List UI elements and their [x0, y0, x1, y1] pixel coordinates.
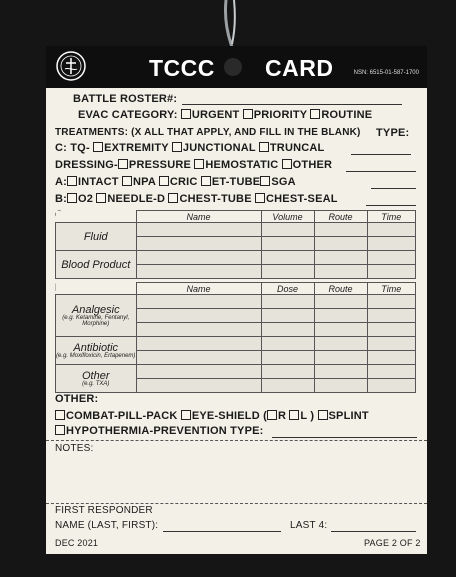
meds-row-label: [56, 365, 137, 393]
breathing-row: [55, 193, 338, 205]
airway-npa-checkbox[interactable]: [122, 176, 132, 186]
breathing-o2-label: O2: [78, 193, 94, 205]
hypothermia-type-field[interactable]: [272, 437, 417, 438]
evac-priority-label: PRIORITY: [253, 109, 308, 121]
dressing-type-field[interactable]: [346, 171, 416, 172]
evac-row: [78, 109, 372, 121]
page-number: PAGE 2 OF 2: [364, 538, 421, 548]
dressing-pressure-checkbox[interactable]: [118, 159, 128, 169]
last4-label: LAST 4:: [290, 520, 328, 531]
meds-row-name: Other: [81, 369, 110, 382]
evac-routine-checkbox[interactable]: [310, 109, 320, 119]
airway-label: A:: [55, 176, 68, 188]
tq-row: [55, 142, 324, 154]
breathing-o2-checkbox[interactable]: [67, 193, 77, 203]
airway-cric-label: CRIC: [169, 176, 198, 188]
first-responder-label: FIRST RESPONDER: [55, 505, 153, 516]
divider: [46, 440, 427, 441]
eye-left-label: L ): [300, 410, 315, 422]
hypothermia-row: [55, 425, 264, 437]
airway-sga-label: SGA: [271, 176, 296, 188]
fluids-row-label: Blood Product: [56, 251, 137, 279]
other-label: OTHER:: [55, 393, 99, 405]
breathing-label: B:: [55, 193, 68, 205]
meds-table: [55, 282, 416, 393]
header-title-right: CARD: [265, 55, 334, 81]
meds-row-name: Analgesic: [71, 303, 120, 316]
airway-sga-checkbox[interactable]: [260, 176, 270, 186]
dressing-hemostatic-checkbox[interactable]: [194, 159, 204, 169]
tccc-card: [46, 46, 427, 554]
evac-urgent-label: URGENT: [191, 109, 240, 121]
dressing-other-label: OTHER: [292, 159, 333, 171]
type-label: TYPE:: [376, 127, 410, 139]
dressing-row: [55, 159, 332, 171]
hypothermia-label: HYPOTHERMIA-PREVENTION TYPE:: [66, 425, 264, 437]
meds-row-label: [56, 337, 137, 365]
airway-intact-checkbox[interactable]: [67, 176, 77, 186]
meds-row-hint: (e.g. Moxifloxicin, Ertapenem): [56, 352, 136, 359]
card-header: [46, 46, 427, 88]
meds-col-name: Name: [136, 283, 261, 295]
card-date: DEC 2021: [55, 538, 99, 548]
breathing-needle-label: NEEDLE-D: [107, 193, 166, 205]
evac-urgent-checkbox[interactable]: [181, 109, 191, 119]
notes-label: NOTES:: [55, 443, 94, 454]
fluids-table: [55, 210, 416, 279]
meds-col-dose: Dose: [261, 283, 314, 295]
eye-left-checkbox[interactable]: [289, 410, 299, 420]
combat-pill-pack-label: COMBAT-PILL-PACK: [66, 410, 178, 422]
header-title-left: TCCC: [149, 55, 215, 81]
airway-ettube-checkbox[interactable]: [201, 176, 211, 186]
airway-type-field[interactable]: [371, 188, 416, 189]
eye-right-label: R: [277, 410, 287, 422]
tq-extremity-label: EXTREMITY: [104, 142, 169, 154]
breathing-needle-checkbox[interactable]: [96, 193, 106, 203]
dressing-pressure-label: PRESSURE: [128, 159, 192, 171]
breathing-chestseal-label: CHEST-SEAL: [266, 193, 338, 205]
fluids-col-name: Name: [136, 211, 261, 223]
divider: [46, 503, 427, 504]
breathing-chesttube-checkbox[interactable]: [168, 193, 178, 203]
airway-ettube-label: ET-TUBE: [211, 176, 261, 188]
eye-right-checkbox[interactable]: [267, 410, 277, 420]
meds-col-time: Time: [367, 283, 416, 295]
breathing-type-field[interactable]: [366, 205, 416, 206]
tq-extremity-checkbox[interactable]: [93, 142, 103, 152]
splint-checkbox[interactable]: [318, 410, 328, 420]
dressing-hemostatic-label: HEMOSTATIC: [205, 159, 279, 171]
battle-roster-field[interactable]: [182, 104, 402, 105]
name-field[interactable]: [163, 531, 281, 532]
meds-row-name: Antibiotic: [73, 341, 119, 354]
fluids-row-label: Fluid: [56, 223, 137, 251]
nsn-number: NSN: 6515-01-587-1700: [353, 70, 419, 76]
airway-npa-label: NPA: [133, 176, 156, 188]
meds-row-hint: (e.g. Ketamine, Fentanyl, Morphine): [62, 314, 130, 327]
name-label: NAME (LAST, FIRST):: [55, 520, 159, 531]
medical-seal-icon: [56, 51, 86, 81]
meds-col-route: Route: [314, 283, 367, 295]
evac-priority-checkbox[interactable]: [243, 109, 253, 119]
tq-truncal-label: TRUNCAL: [269, 142, 325, 154]
tq-junctional-checkbox[interactable]: [172, 142, 182, 152]
breathing-chestseal-checkbox[interactable]: [255, 193, 265, 203]
airway-row: [55, 176, 296, 188]
tq-label: C: TQ-: [55, 142, 90, 154]
dressing-label: DRESSING-: [55, 159, 118, 171]
combat-pill-pack-checkbox[interactable]: [55, 410, 65, 420]
eye-shield-label: EYE-SHIELD (: [191, 410, 267, 422]
fluids-col-route: Route: [314, 211, 367, 223]
meds-row-label: [56, 295, 137, 337]
splint-label: SPLINT: [328, 410, 369, 422]
last4-field[interactable]: [331, 531, 416, 532]
treatments-label: TREATMENTS: (X ALL THAT APPLY, AND FILL IN THE BLANK): [55, 127, 361, 138]
tq-junctional-label: JUNCTIONAL: [182, 142, 256, 154]
tq-truncal-checkbox[interactable]: [259, 142, 269, 152]
breathing-chesttube-label: CHEST-TUBE: [179, 193, 252, 205]
airway-intact-label: INTACT: [78, 176, 119, 188]
battle-roster-label: BATTLE ROSTER#:: [73, 93, 178, 105]
evac-label: EVAC CATEGORY:: [78, 109, 178, 121]
notes-field[interactable]: [55, 456, 417, 498]
tq-type-field[interactable]: [351, 154, 411, 155]
dressing-other-checkbox[interactable]: [282, 159, 292, 169]
evac-routine-label: ROUTINE: [321, 109, 373, 121]
meds-row-hint: (e.g. TXA): [82, 380, 110, 387]
tag-hole: [224, 58, 242, 76]
airway-cric-checkbox[interactable]: [159, 176, 169, 186]
eye-shield-checkbox[interactable]: [181, 410, 191, 420]
fluids-col-volume: Volume: [261, 211, 314, 223]
fluids-col-time: Time: [367, 211, 416, 223]
hypothermia-checkbox[interactable]: [55, 425, 65, 435]
other-row: [55, 410, 369, 422]
